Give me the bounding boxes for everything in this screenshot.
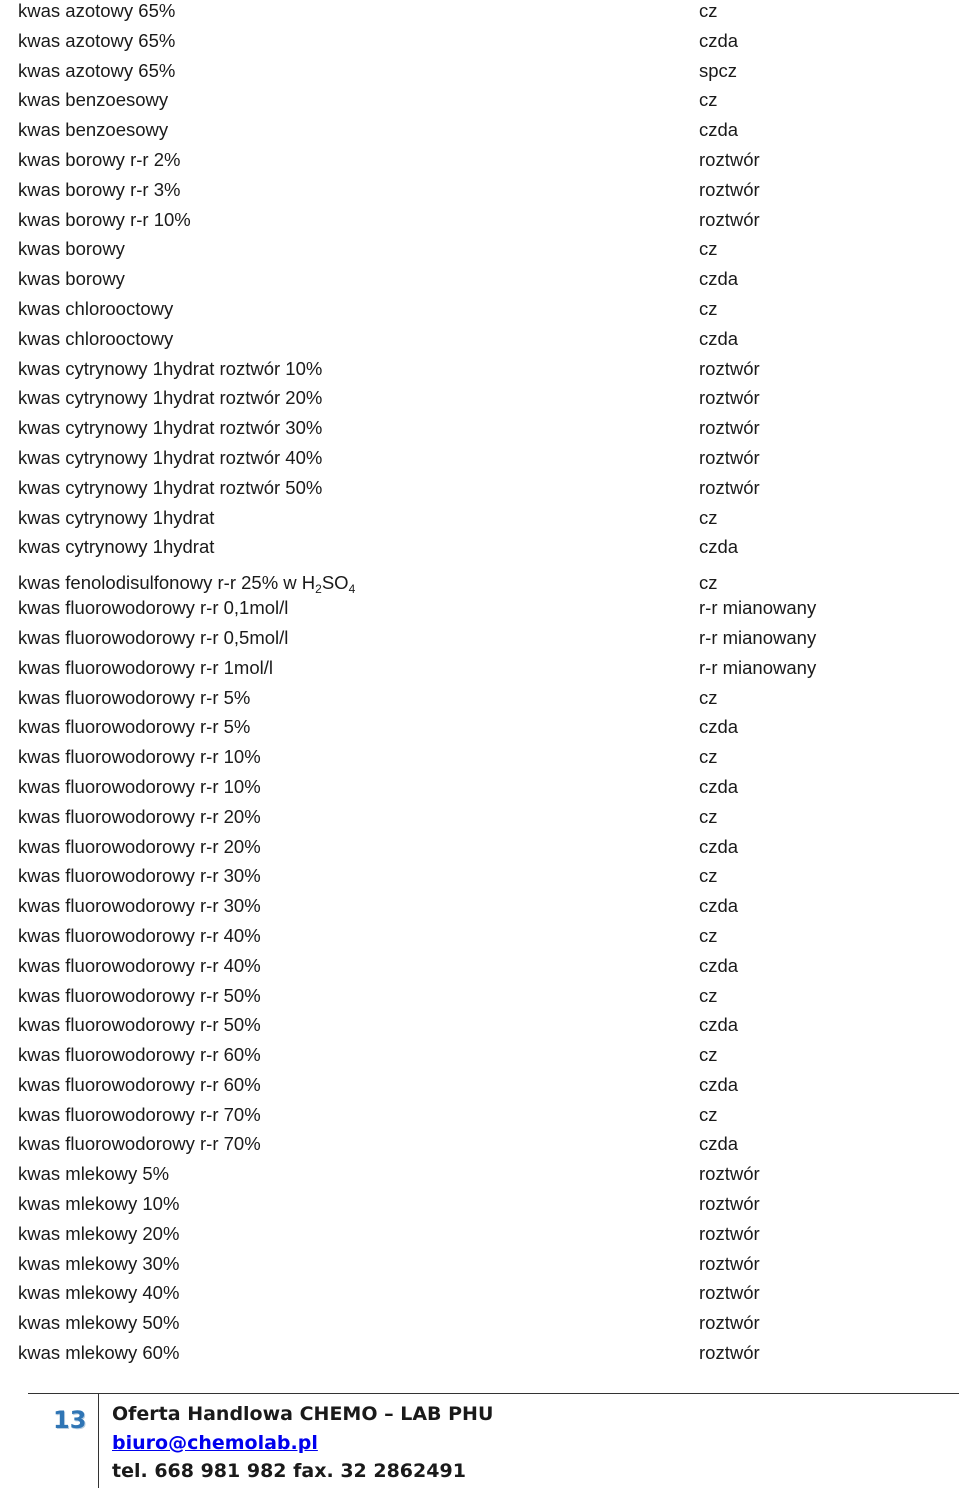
product-grade: roztwór xyxy=(699,148,760,170)
product-grade: roztwór xyxy=(699,1163,760,1185)
product-name xyxy=(18,572,356,597)
product-row xyxy=(18,1312,948,1342)
product-name: kwas cytrynowy 1hydrat roztwór 30% xyxy=(18,417,323,439)
product-name: kwas fluorowodorowy r-r 0,5mol/l xyxy=(18,626,289,648)
product-row xyxy=(18,836,948,866)
product-grade: roztwór xyxy=(699,178,760,200)
product-row xyxy=(18,209,948,239)
product-grade: cz xyxy=(699,746,718,768)
product-name: kwas fluorowodorowy r-r 20% xyxy=(18,805,261,827)
product-grade: cz xyxy=(699,506,718,528)
formula-subscript: 4 xyxy=(348,582,356,597)
footer-contact xyxy=(112,1400,493,1486)
product-grade: spcz xyxy=(699,59,738,81)
product-name: kwas cytrynowy 1hydrat xyxy=(18,506,215,528)
product-grade: czda xyxy=(699,1014,739,1036)
product-grade: roztwór xyxy=(699,417,760,439)
product-row xyxy=(18,1193,948,1223)
product-name: kwas borowy r-r 10% xyxy=(18,208,191,230)
product-grade: r-r mianowany xyxy=(699,597,817,619)
product-row xyxy=(18,30,948,60)
product-name: kwas fluorowodorowy r-r 20% xyxy=(18,835,261,857)
product-row xyxy=(18,268,948,298)
product-name: kwas azotowy 65% xyxy=(18,0,176,21)
product-grade: cz xyxy=(699,924,718,946)
product-list xyxy=(18,0,948,1372)
product-grade: czda xyxy=(699,1133,739,1155)
phone-fax: tel. 668 981 982 fax. 32 2862491 xyxy=(112,1460,466,1482)
product-name: kwas mlekowy 50% xyxy=(18,1312,180,1334)
product-row xyxy=(18,60,948,90)
product-name: kwas fluorowodorowy r-r 5% xyxy=(18,716,251,738)
product-grade: cz xyxy=(699,1044,718,1066)
product-row xyxy=(18,507,948,537)
product-name: kwas fluorowodorowy r-r 60% xyxy=(18,1073,261,1095)
formula-subscript: 2 xyxy=(315,582,322,597)
product-row xyxy=(18,119,948,149)
product-name: kwas cytrynowy 1hydrat roztwór 20% xyxy=(18,387,323,409)
product-grade: czda xyxy=(699,1073,739,1095)
product-grade: cz xyxy=(699,89,718,111)
product-name: kwas mlekowy 40% xyxy=(18,1282,180,1304)
product-grade: roztwór xyxy=(699,357,760,379)
product-grade: czda xyxy=(699,327,739,349)
page-footer xyxy=(0,1390,960,1488)
product-row xyxy=(18,687,948,717)
product-row xyxy=(18,895,948,925)
product-row xyxy=(18,776,948,806)
product-row xyxy=(18,955,948,985)
product-grade: r-r mianowany xyxy=(699,626,817,648)
product-name: kwas benzoesowy xyxy=(18,89,169,111)
page-number: 13 xyxy=(53,1406,87,1434)
product-name: kwas cytrynowy 1hydrat xyxy=(18,536,215,558)
product-row xyxy=(18,417,948,447)
product-row xyxy=(18,536,948,566)
product-row xyxy=(18,597,948,627)
product-name: kwas fluorowodorowy r-r 50% xyxy=(18,1014,261,1036)
product-name: kwas mlekowy 60% xyxy=(18,1342,180,1364)
product-row xyxy=(18,89,948,119)
product-row xyxy=(18,1223,948,1253)
product-name: kwas fluorowodorowy r-r 10% xyxy=(18,746,261,768)
product-grade: cz xyxy=(699,238,718,260)
product-grade: cz xyxy=(699,0,718,21)
product-name: kwas fluorowodorowy r-r 60% xyxy=(18,1044,261,1066)
product-name: kwas fluorowodorowy r-r 0,1mol/l xyxy=(18,597,289,619)
product-name: kwas borowy r-r 3% xyxy=(18,178,181,200)
product-row xyxy=(18,447,948,477)
product-name: kwas fluorowodorowy r-r 40% xyxy=(18,924,261,946)
product-name: kwas benzoesowy xyxy=(18,119,169,141)
product-row xyxy=(18,179,948,209)
footer-vertical-divider xyxy=(98,1394,99,1488)
product-grade: czda xyxy=(699,536,739,558)
product-row xyxy=(18,716,948,746)
product-name: kwas chlorooctowy xyxy=(18,327,174,349)
product-row xyxy=(18,925,948,955)
product-row xyxy=(18,1044,948,1074)
product-name: kwas borowy xyxy=(18,238,125,260)
product-row xyxy=(18,566,948,597)
product-name: kwas cytrynowy 1hydrat roztwór 40% xyxy=(18,446,323,468)
product-name: kwas fluorowodorowy r-r 70% xyxy=(18,1133,261,1155)
company-name: Oferta Handlowa CHEMO – LAB PHU xyxy=(112,1403,494,1425)
product-row xyxy=(18,985,948,1015)
product-grade: cz xyxy=(699,297,718,319)
product-grade: roztwór xyxy=(699,1312,760,1334)
product-name: kwas fluorowodorowy r-r 30% xyxy=(18,865,261,887)
product-grade: czda xyxy=(699,775,739,797)
product-row xyxy=(18,358,948,388)
product-row xyxy=(18,627,948,657)
product-row xyxy=(18,477,948,507)
product-name: kwas chlorooctowy xyxy=(18,297,174,319)
product-name: kwas borowy xyxy=(18,268,125,290)
product-row xyxy=(18,1074,948,1104)
product-grade: czda xyxy=(699,835,739,857)
product-row xyxy=(18,657,948,687)
product-name: kwas cytrynowy 1hydrat roztwór 50% xyxy=(18,476,323,498)
product-grade: roztwór xyxy=(699,1342,760,1364)
product-grade: roztwór xyxy=(699,1282,760,1304)
product-grade: cz xyxy=(699,805,718,827)
product-grade: cz xyxy=(699,865,718,887)
product-row xyxy=(18,1282,948,1312)
product-row xyxy=(18,1104,948,1134)
product-name: kwas mlekowy 5% xyxy=(18,1163,170,1185)
email-link[interactable]: biuro@chemolab.pl xyxy=(112,1431,318,1454)
product-name: kwas mlekowy 30% xyxy=(18,1252,180,1274)
product-row xyxy=(18,1014,948,1044)
product-row xyxy=(18,806,948,836)
product-name: kwas fluorowodorowy r-r 30% xyxy=(18,895,261,917)
product-grade: czda xyxy=(699,716,739,738)
product-name: kwas fluorowodorowy r-r 50% xyxy=(18,984,261,1006)
product-grade: roztwór xyxy=(699,387,760,409)
product-grade: roztwór xyxy=(699,1252,760,1274)
product-name: kwas fluorowodorowy r-r 1mol/l xyxy=(18,656,273,678)
product-row xyxy=(18,387,948,417)
product-row xyxy=(18,298,948,328)
product-name: kwas fluorowodorowy r-r 10% xyxy=(18,775,261,797)
product-row xyxy=(18,238,948,268)
product-name: kwas fluorowodorowy r-r 5% xyxy=(18,686,251,708)
product-grade: cz xyxy=(699,1103,718,1125)
product-grade: czda xyxy=(699,119,739,141)
product-name: kwas azotowy 65% xyxy=(18,29,176,51)
product-grade: roztwór xyxy=(699,446,760,468)
product-grade: roztwór xyxy=(699,208,760,230)
product-grade: czda xyxy=(699,895,739,917)
product-row xyxy=(18,1163,948,1193)
product-grade: czda xyxy=(699,268,739,290)
product-row xyxy=(18,0,948,30)
product-grade: roztwór xyxy=(699,1193,760,1215)
product-row xyxy=(18,149,948,179)
product-grade: czda xyxy=(699,954,739,976)
product-grade: roztwór xyxy=(699,476,760,498)
product-row xyxy=(18,328,948,358)
product-row xyxy=(18,1253,948,1283)
product-name: kwas borowy r-r 2% xyxy=(18,148,181,170)
product-name: kwas fluorowodorowy r-r 40% xyxy=(18,954,261,976)
formula-text: kwas fenolodisulfonowy r-r 25% w H xyxy=(18,572,316,594)
product-grade: r-r mianowany xyxy=(699,656,817,678)
product-name: kwas cytrynowy 1hydrat roztwór 10% xyxy=(18,357,323,379)
product-grade: czda xyxy=(699,29,739,51)
product-row xyxy=(18,1342,948,1372)
formula-text: SO xyxy=(321,572,349,594)
product-grade: cz xyxy=(699,686,718,708)
product-row xyxy=(18,746,948,776)
footer-divider xyxy=(28,1393,959,1394)
product-row xyxy=(18,865,948,895)
product-grade: cz xyxy=(699,572,718,594)
product-name: kwas mlekowy 20% xyxy=(18,1222,180,1244)
product-grade: cz xyxy=(699,984,718,1006)
product-name: kwas mlekowy 10% xyxy=(18,1193,180,1215)
product-grade: roztwór xyxy=(699,1222,760,1244)
product-row xyxy=(18,1133,948,1163)
product-name: kwas fluorowodorowy r-r 70% xyxy=(18,1103,261,1125)
product-name: kwas azotowy 65% xyxy=(18,59,176,81)
